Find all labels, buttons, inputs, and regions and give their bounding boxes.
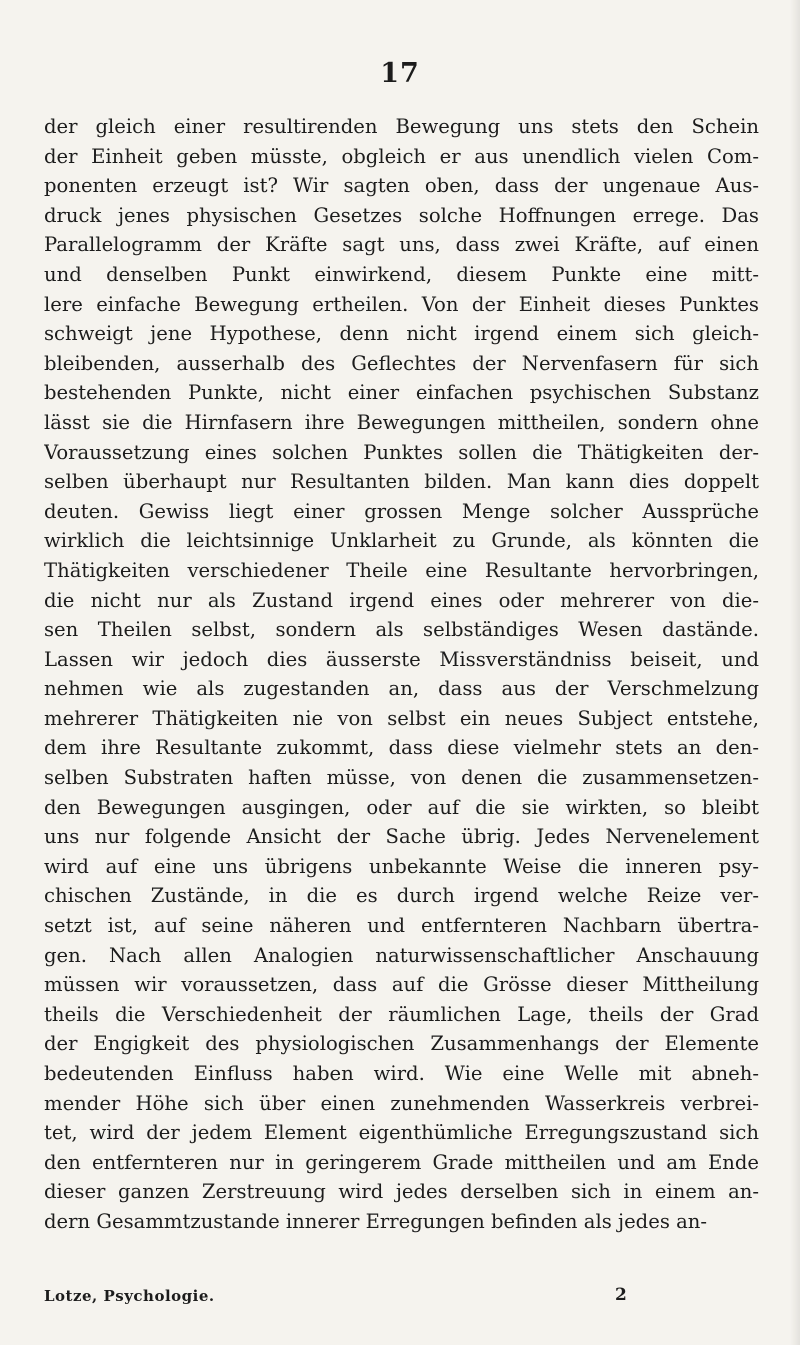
text-line: Parallelogramm der Kräfte sagt uns, dass zwei Kräfte, auf einen [44, 233, 759, 257]
text-line: Voraussetzung eines solchen Punktes sollen die Thätigkeiten der- [44, 440, 759, 464]
text-line: wirklich die leichtsinnige Unklarheit zu Grunde, als könnten die [44, 529, 759, 553]
text-line: Lassen wir jedoch dies äusserste Missverständniss beiseit, und [44, 647, 759, 671]
text-line: bleibenden, ausserhalb des Geflechtes der Nervenfasern für sich [44, 351, 759, 375]
text-line: theils die Verschiedenheit der räumlichen Lage, theils der Grad [44, 1002, 759, 1026]
page-number: 17 [380, 58, 420, 89]
text-line: wird auf eine uns übrigens unbekannte Weise die inneren psy- [44, 854, 759, 878]
text-line: lere einfache Bewegung ertheilen. Von der Einheit dieses Punktes [44, 292, 759, 316]
text-line: dem ihre Resultante zukommt, dass diese vielmehr stets an den- [44, 736, 759, 760]
text-line: nehmen wie als zugestanden an, dass aus der Verschmelzung [44, 677, 759, 701]
text-line: lässt sie die Hirnfasern ihre Bewegungen mittheilen, sondern ohne [44, 410, 759, 434]
text-line: selben Substraten haften müsse, von denen die zusammensetzen- [44, 766, 759, 790]
text-line: mender Höhe sich über einen zunehmenden Wasserkreis verbrei- [44, 1091, 759, 1115]
page-footer [44, 1287, 759, 1311]
text-line: dieser ganzen Zerstreuung wird jedes derselben sich in einem an- [44, 1180, 759, 1204]
text-line: der Engigkeit des physiologischen Zusammenhangs der Elemente [44, 1032, 759, 1056]
text-line: schweigt jene Hypothese, denn nicht irgend einem sich gleich- [44, 322, 759, 346]
text-line: der gleich einer resultirenden Bewegung uns stets den Schein [44, 115, 759, 138]
text-line: den Bewegungen ausgingen, oder auf die sie wirkten, so bleibt [44, 795, 759, 819]
text-line: gen. Nach allen Analogien naturwissenschaftlicher Anschauung [44, 943, 759, 967]
sheet-number: 2 [615, 1285, 627, 1305]
text-line: selben überhaupt nur Resultanten bilden. Man kann dies doppelt [44, 470, 759, 494]
text-line: sen Theilen selbst, sondern als selbständiges Wesen dastände. [44, 618, 759, 642]
text-line: müssen wir voraussetzen, dass auf die Grösse dieser Mittheilung [44, 973, 759, 997]
text-line: bestehenden Punkte, nicht einer einfachen psychischen Substanz [44, 381, 759, 405]
text-line: der Einheit geben müsste, obgleich er aus unendlich vielen Com- [44, 144, 759, 168]
text-line: und denselben Punkt einwirkend, diesem Punkte eine mitt- [44, 262, 759, 286]
text-line: setzt ist, auf seine näheren und entfernteren Nachbarn übertra- [44, 914, 759, 938]
text-line: uns nur folgende Ansicht der Sache übrig. Jedes Nervenelement [44, 825, 759, 849]
text-line: die nicht nur als Zustand irgend eines oder mehrerer von die- [44, 588, 759, 612]
text-line: bedeutenden Einfluss haben wird. Wie eine Welle mit abneh- [44, 1062, 759, 1085]
text-line: Thätigkeiten verschiedener Theile eine Resultante hervorbringen, [44, 558, 759, 582]
text-line: ponenten erzeugt ist? Wir sagten oben, dass der ungenaue Aus- [44, 174, 759, 198]
text-line: tet, wird der jedem Element eigenthümliche Erregungszustand sich [44, 1121, 759, 1145]
text-line: druck jenes physischen Gesetzes solche Hoffnungen errege. Das [44, 203, 759, 227]
signature-mark: Lotze, Psychologie. [44, 1287, 215, 1305]
text-line: chischen Zustände, in die es durch irgend welche Reize ver- [44, 884, 759, 908]
text-line: den entfernteren nur in geringerem Grade mittheilen und am Ende [44, 1150, 759, 1174]
text-line: deuten. Gewiss liegt einer grossen Menge solcher Aussprüche [44, 499, 759, 523]
text-line: mehrerer Thätigkeiten nie von selbst ein neues Subject entstehe, [44, 706, 759, 730]
text-line: dern Gesammtzustande innerer Erregungen befinden als jedes an- [44, 1209, 708, 1233]
page-edge-shadow [790, 0, 800, 1345]
body-text [44, 112, 759, 1237]
